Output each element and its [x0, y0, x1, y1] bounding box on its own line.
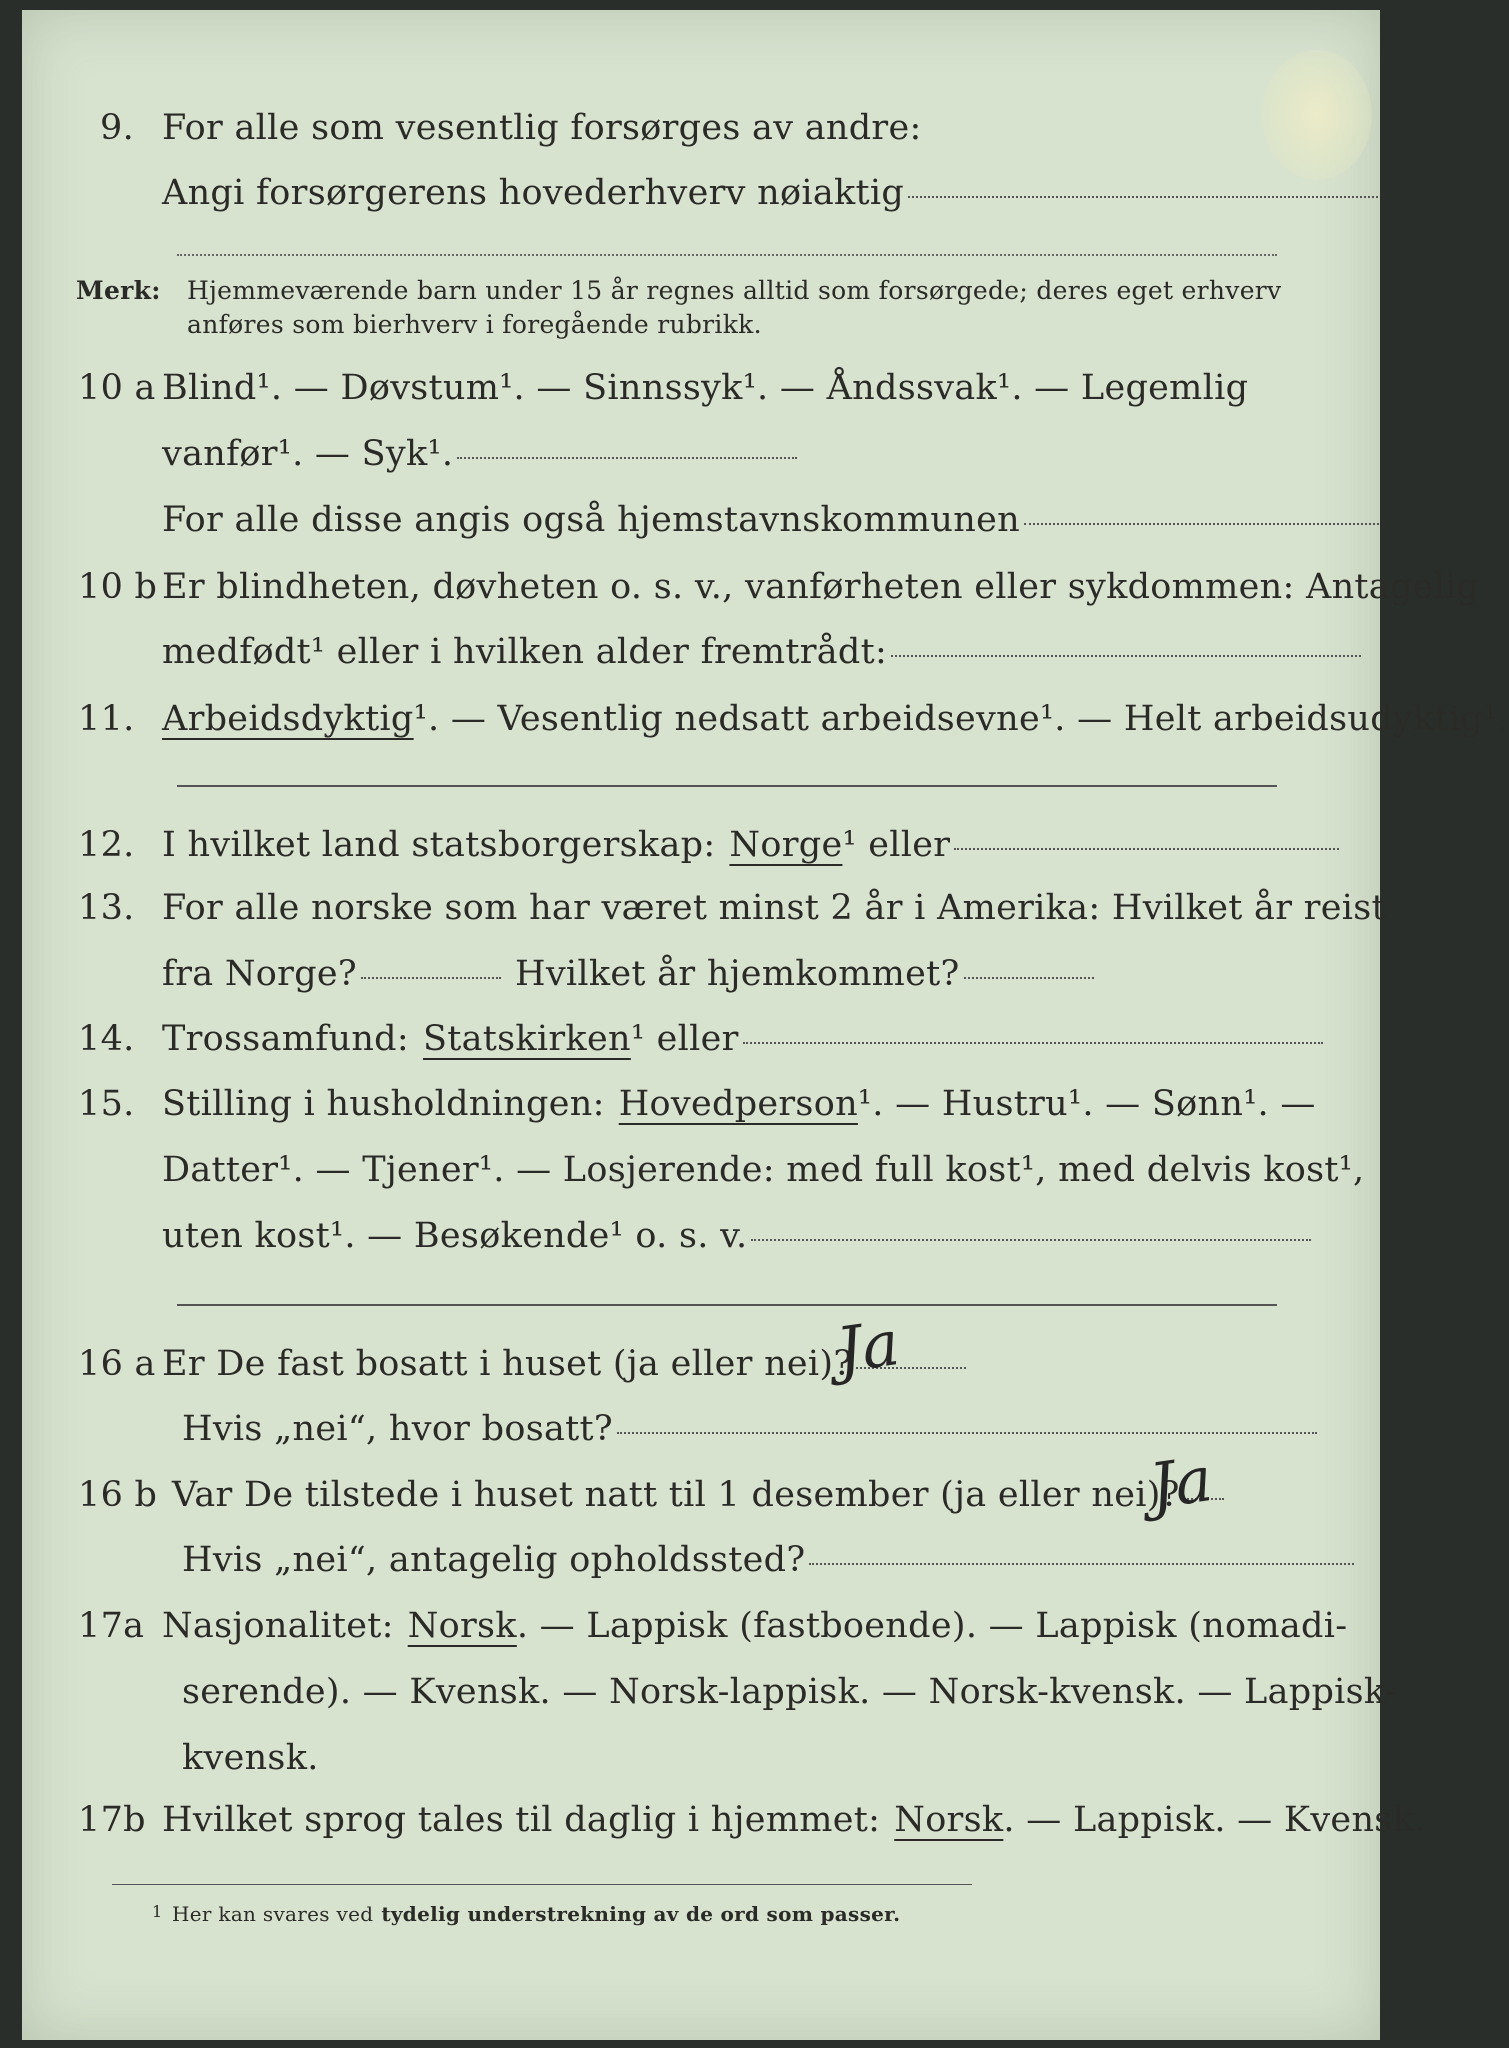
q15-options1: ¹. — Hustru¹. — Sønn¹. — [857, 1084, 1316, 1124]
q15-selected-option[interactable]: Hovedperson [618, 1084, 858, 1124]
q12-selected-option[interactable]: Norge [729, 825, 843, 865]
q13-reist-field[interactable] [361, 977, 501, 979]
q13-reist-prompt: fra Norge? [162, 954, 357, 994]
q17b-number: 17b [78, 1800, 146, 1840]
q10a-answer-field[interactable] [457, 457, 797, 459]
q17a-number: 17a [78, 1606, 145, 1646]
q17a-options3: kvensk. [182, 1738, 319, 1778]
q16b-handwritten-answer: Ja [1145, 1442, 1217, 1523]
q12-answer-field[interactable] [954, 848, 1339, 850]
q10a-text2: vanfør¹. — Syk¹. [162, 434, 454, 474]
q9-number: 9. [100, 108, 134, 148]
q13-number: 13. [78, 888, 135, 928]
q17a-options1: . — Lappisk (fastboende). — Lappisk (nomadi- [516, 1606, 1348, 1646]
q11-answer-line[interactable] [177, 785, 1277, 787]
q14-selected-option[interactable]: Statskirken [422, 1019, 631, 1059]
q15-answer-field[interactable] [751, 1239, 1311, 1241]
q17b-options: . — Lappisk. — Kvensk. [1003, 1800, 1426, 1840]
q14-number: 14. [78, 1019, 135, 1059]
q16b-prompt: Var De tilstede i huset natt til 1 desember (ja eller nei)? [172, 1475, 1180, 1515]
q14-answer-field[interactable] [743, 1042, 1323, 1044]
q9-extra-line[interactable] [177, 254, 1277, 256]
q15-answer-line[interactable] [177, 1304, 1277, 1306]
q16a-handwritten-answer: Ja [832, 1306, 904, 1387]
merk-label: Merk: [76, 276, 161, 305]
q16b-number: 16 b [78, 1475, 158, 1515]
q11-selected-option[interactable]: Arbeidsdyktig [162, 699, 414, 739]
q14-other: ¹ eller [630, 1019, 739, 1059]
q16b-prompt2: Hvis „nei“, antagelig opholdssted? [182, 1540, 806, 1580]
q15-number: 15. [78, 1084, 135, 1124]
census-form-page [22, 10, 1509, 2040]
paper-stain [1262, 50, 1372, 180]
q17b-prompt: Hvilket sprog tales til daglig i hjemmet: [162, 1800, 881, 1840]
q9-answer-field[interactable] [908, 196, 1378, 198]
q13-text1: For alle norske som har været minst 2 år i Amerika: Hvilket år reist [162, 888, 1386, 928]
q11-number: 11. [78, 699, 135, 739]
q10a-number: 10 a [78, 368, 156, 408]
footnote-text1: Her kan svares ved [172, 1902, 374, 1926]
q10b-text1: Er blindheten, døvheten o. s. v., vanførheten eller sykdommen: Antagelig [162, 567, 1480, 607]
q9-text: For alle som vesentlig forsørges av andre: [162, 108, 922, 148]
q13-hjem-field[interactable] [964, 977, 1094, 979]
q14-prompt: Trossamfund: [162, 1019, 409, 1059]
q17a-selected-option[interactable]: Norsk [407, 1606, 517, 1646]
q15-prompt: Stilling i husholdningen: [162, 1084, 605, 1124]
footnote-divider [112, 1884, 972, 1885]
footnote-text2: tydelig understrekning av de ord som passer. [381, 1902, 901, 1926]
q11-options: ¹. — Vesentlig nedsatt arbeidsevne¹. — Helt arbeidsudyktig¹. [413, 699, 1509, 739]
q13-hjem-prompt: Hvilket år hjemkommet? [515, 954, 960, 994]
q10a-hjemstavn-field[interactable] [1024, 523, 1379, 525]
q12-number: 12. [78, 825, 135, 865]
q10b-answer-field[interactable] [891, 655, 1361, 657]
q17b-selected-option[interactable]: Norsk [894, 1800, 1004, 1840]
q16a-number: 16 a [78, 1344, 156, 1384]
merk-text1: Hjemmeværende barn under 15 år regnes alltid som forsørgede; deres eget erhverv [187, 276, 1282, 305]
q16a-bosatt-field[interactable] [617, 1432, 1317, 1434]
q16a-prompt: Er De fast bosatt i huset (ja eller nei)? [162, 1344, 853, 1384]
q16b-sted-field[interactable] [809, 1563, 1354, 1565]
q17a-prompt: Nasjonalitet: [162, 1606, 394, 1646]
q10b-number: 10 b [78, 567, 158, 607]
q10b-text2: medfødt¹ eller i hvilken alder fremtrådt: [162, 632, 888, 672]
q17a-options2: serende). — Kvensk. — Norsk-lappisk. — Norsk-kvensk. — Lappisk- [182, 1672, 1397, 1712]
q10a-text3: For alle disse angis også hjemstavnskommunen [162, 500, 1020, 540]
footnote-mark: 1 [152, 1902, 163, 1921]
q15-options2: Datter¹. — Tjener¹. — Losjerende: med full kost¹, med delvis kost¹, [162, 1150, 1365, 1190]
q12-prompt: I hvilket land statsborgerskap: [162, 825, 716, 865]
q15-options3: uten kost¹. — Besøkende¹ o. s. v. [162, 1216, 748, 1256]
q12-other: ¹ eller [842, 825, 951, 865]
q10a-text1: Blind¹. — Døvstum¹. — Sinnssyk¹. — Åndssvak¹. — Legemlig [162, 368, 1249, 408]
q16a-prompt2: Hvis „nei“, hvor bosatt? [182, 1409, 613, 1449]
q9-prompt: Angi forsørgerens hovederhverv nøiaktig [162, 173, 905, 213]
merk-text2: anføres som bierhverv i foregående rubrikk. [187, 310, 762, 339]
